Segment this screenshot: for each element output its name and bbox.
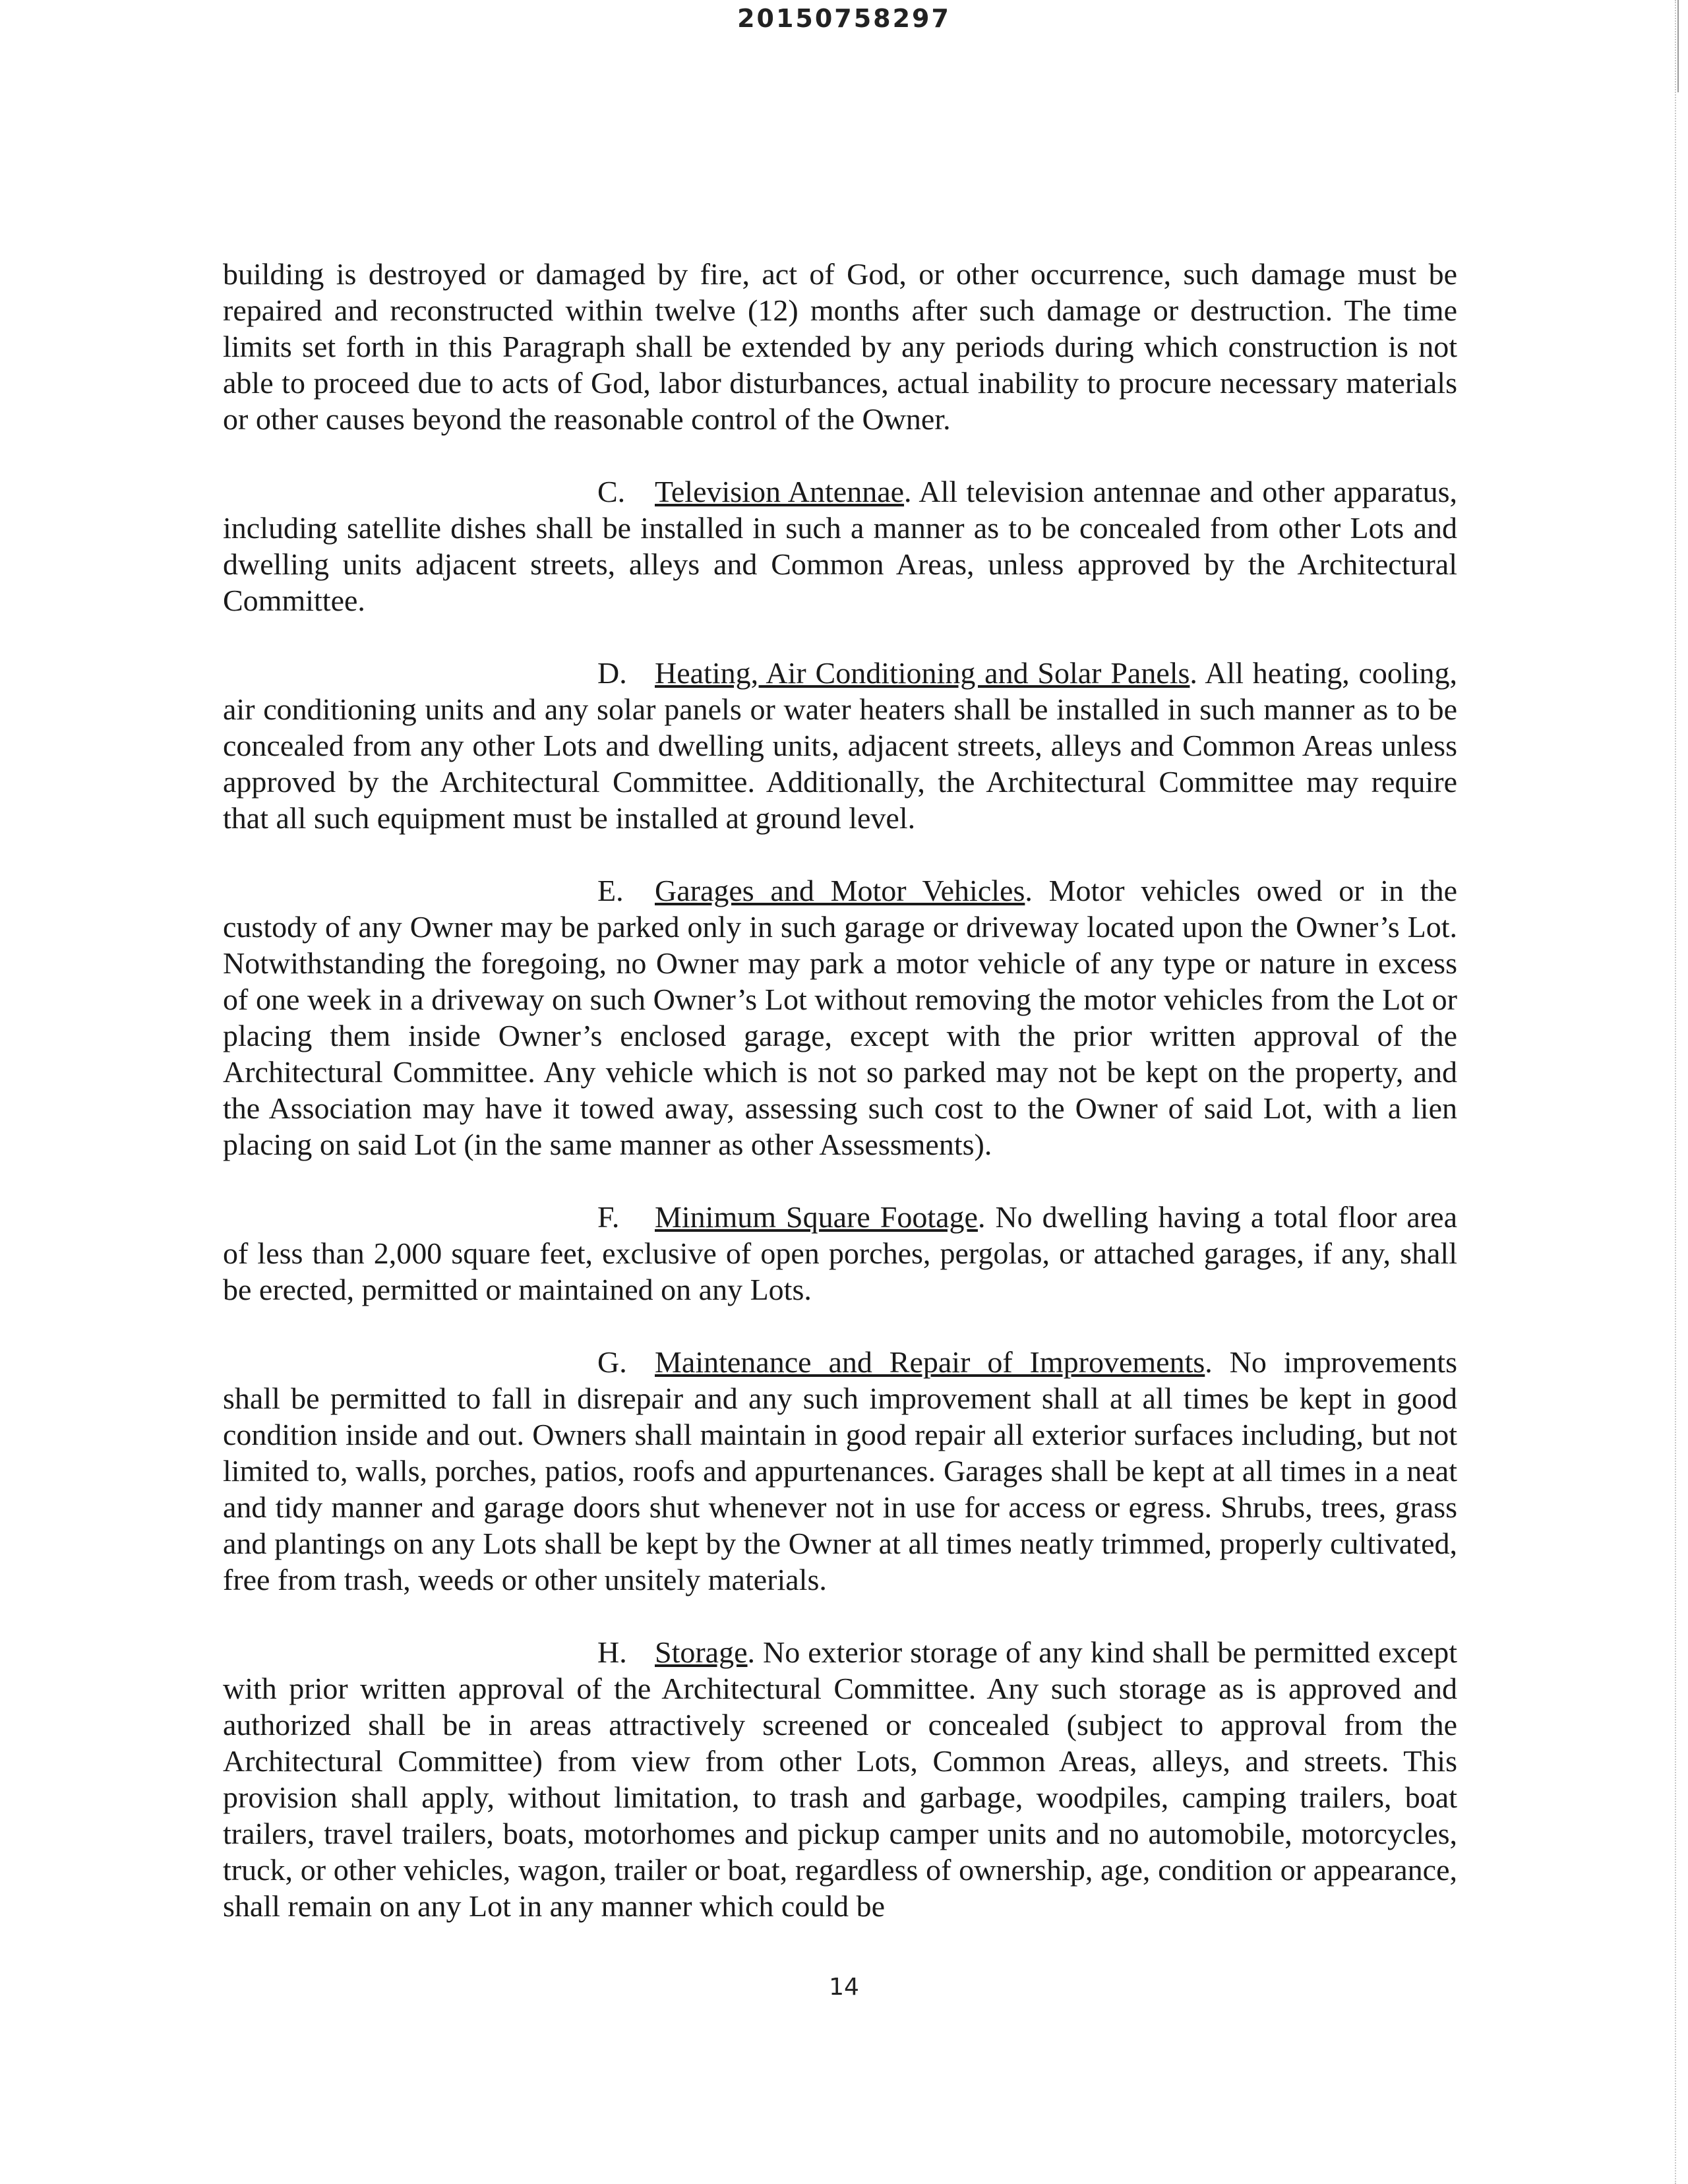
section-body: . All heating, cooling, air conditioning units and any solar panels or water heaters shall be installed in such manner as to be concealed from any other Lots and dwelling units, adjacent streets, alleys and Common Areas unless approved by the Architectural Committee. Additionally, the Architectural Committee may require that all such equipment must be installed at ground level. [223,656,1457,835]
section-letter: G. [597,1345,627,1379]
section-letter: D. [597,656,627,690]
scan-edge-mark [1677,0,1679,92]
section-body: . No dwelling having a total floor area of less than 2,000 square feet, exclusive of open porches, pergolas, or attached garages, if any, shall be erected, permitted or maintained on any Lots. [223,1200,1457,1306]
section-c [223,473,1457,619]
scan-edge-dots [1675,0,1676,2184]
section-h [223,1634,1457,1924]
section-heading: Minimum Square Footage [655,1200,978,1234]
section-body: . All television antennae and other apparatus, including satellite dishes shall be installed in such a manner as to be concealed from other Lots and dwelling units adjacent streets, alleys and Common Areas, unless approved by the Architectural Committee. [223,475,1457,617]
section-heading: Television Antennae [655,475,905,508]
section-letter: E. [597,874,624,907]
section-heading: Garages and Motor Vehicles [655,874,1025,907]
section-letter: F. [597,1200,620,1234]
intro-paragraph: building is destroyed or damaged by fire, act of God, or other occurrence, such damage must be repaired and reconstructed within twelve (12) months after such damage or destruction. The time limits set forth in this Paragraph shall be extended by any periods during which construction is not able to proceed due to acts of God, labor disturbances, actual inability to procure necessary materials or other causes beyond the reasonable control of the Owner. [223,257,1457,436]
section-heading: Maintenance and Repair of Improvements [655,1345,1205,1379]
section-heading: Heating, Air Conditioning and Solar Panels [655,656,1190,690]
section-g [223,1344,1457,1598]
section-body: . No exterior storage of any kind shall be permitted except with prior written approval of the Architectural Committee. Any such storage as is approved and authorized shall be in areas attractively screened or concealed (subject to approval from the Architectural Committee) from view from other Lots, Common Areas, alleys, and streets. This provision shall apply, without limitation, to trash and garbage, woodpiles, camping trailers, boat trailers, travel trailers, boats, motorhomes and pickup camper units and no automobile, motorcycles, truck, or other vehicles, wagon, trailer or boat, regardless of ownership, age, condition or appearance, shall remain on any Lot in any manner which could be [223,1635,1457,1923]
section-d [223,655,1457,836]
section-e [223,872,1457,1163]
document-number: 20150758297 [737,4,951,33]
page-number: 14 [829,1974,859,2001]
section-body: . Motor vehicles owed or in the custody of any Owner may be parked only in such garage or driveway located upon the Owner’s Lot. Notwithstanding the foregoing, no Owner may park a motor vehicle of any type or nature in excess of one week in a driveway on such Owner’s Lot without removing the motor vehicles from the Lot or placing them inside Owner’s enclosed garage, except with the prior written approval of the Architectural Committee. Any vehicle which is not so parked may not be kept on the property, and the Association may have it towed away, assessing such cost to the Owner of said Lot, with a lien placing on said Lot (in the same manner as other Assessments). [223,874,1457,1161]
document-body [223,256,1457,1960]
section-f [223,1199,1457,1308]
section-letter: C. [597,475,626,508]
section-letter: H. [597,1635,627,1669]
section-heading: Storage [655,1635,748,1669]
section-body: . No improvements shall be permitted to fall in disrepair and any such improvement shall at all times be kept in good condition inside and out. Owners shall maintain in good repair all exterior surfaces including, but not limited to, walls, porches, patios, roofs and appurtenances. Garages shall be kept at all times in a neat and tidy manner and garage doors shut whenever not in use for access or egress. Shrubs, trees, grass and plantings on any Lots shall be kept by the Owner at all times neatly trimmed, properly cultivated, free from trash, weeds or other unsitely materials. [223,1345,1457,1596]
